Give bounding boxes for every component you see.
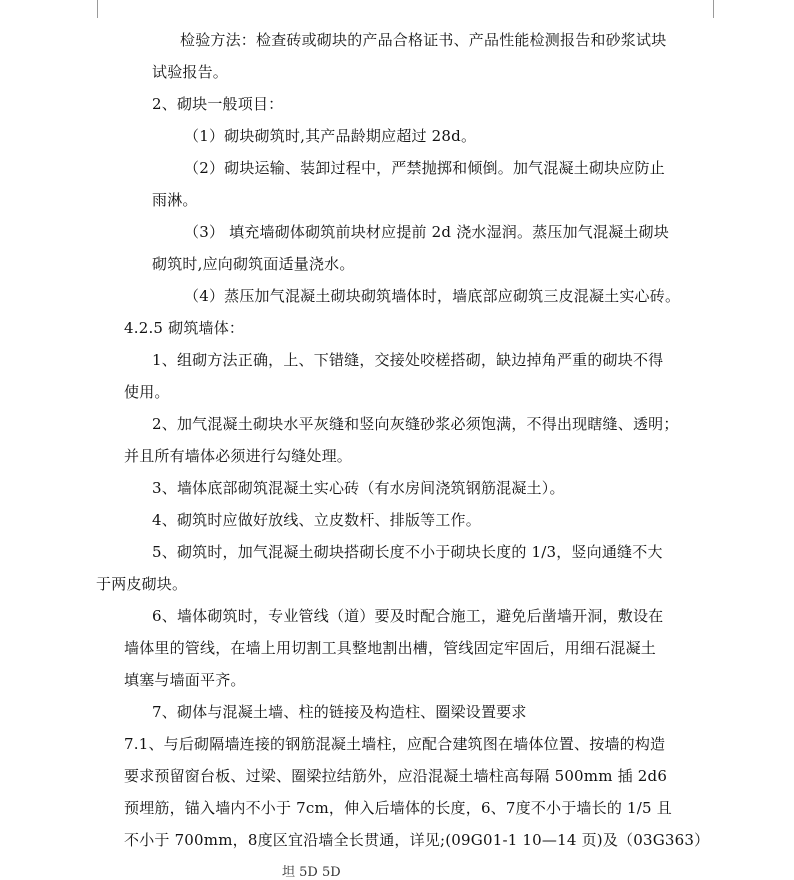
text-line: 试验报告。 [152, 63, 229, 81]
text-line: （4）蒸压加气混凝土砌块砌筑墙体时，墙底部应砌筑三皮混凝土实心砖。 [184, 287, 681, 305]
text-line: 4、砌筑时应做好放线、立皮数杆、排版等工作。 [152, 511, 481, 529]
text-line: 并且所有墙体必须进行勾缝处理。 [124, 447, 353, 465]
text-line: 不小于 700mm，8度区宜沿墙全长贯通，详见;(09G01-1 10—14 页)及（03G363） [124, 831, 710, 849]
text-line: 3、墙体底部砌筑混凝土实心砖（有水房间浇筑钢筋混凝土）。 [152, 479, 565, 497]
text-line: 要求预留窗台板、过梁、圈梁拉结筋外，应沿混凝土墙柱高每隔 500mm 插 2d6 [124, 767, 668, 785]
text-line: 墙体里的管线，在墙上用切割工具整地割出槽，管线固定牢固后，用细石混凝土 [124, 639, 657, 657]
text-line: 使用。 [124, 383, 170, 401]
text-line: 雨淋。 [152, 191, 198, 209]
text-line: 预埋筋，锚入墙内不小于 7cm，伸入后墙体的长度，6、7度不小于墙长的 1/5 且 [124, 799, 672, 817]
footer-fragment: 坦 5D 5D [282, 865, 341, 880]
text-line: 7.1、与后砌隔墙连接的钢筋混凝土墙柱，应配合建筑图在墙体位置、按墙的构造 [124, 735, 666, 753]
text-line: 2、砌块一般项目： [152, 95, 284, 113]
text-line: 5、砌筑时，加气混凝土砌块搭砌长度不小于砌块长度的 1/3，竖向通缝不大 [152, 543, 663, 561]
section-heading: 4.2.5 砌筑墙体： [124, 319, 245, 337]
text-line: 填塞与墙面平齐。 [124, 671, 246, 689]
text-line: 6、墙体砌筑时，专业管线（道）要及时配合施工，避免后凿墙开洞，敷设在 [152, 607, 664, 625]
text-line: 于两皮砌块。 [96, 575, 188, 593]
crop-mark-right [713, 0, 714, 18]
text-line: （2）砌块运输、装卸过程中，严禁抛掷和倾倒。加气混凝土砌块应防止 [184, 159, 665, 177]
text-line: （1）砌块砌筑时,其产品龄期应超过 28d。 [184, 127, 477, 145]
crop-mark-left [97, 0, 98, 18]
text-line: 砌筑时,应向砌筑面适量浇水。 [152, 255, 355, 273]
text-line: 检验方法：检查砖或砌块的产品合格证书、产品性能检测报告和砂浆试块 [180, 31, 667, 49]
text-line: 7、砌体与混凝土墙、柱的链接及构造柱、圈梁设置要求 [152, 703, 527, 721]
text-line: （3） 填充墙砌体砌筑前块材应提前 2d 浇水湿润。蒸压加气混凝土砌块 [184, 223, 669, 241]
text-line: 2、加气混凝土砌块水平灰缝和竖向灰缝砂浆必须饱满，不得出现瞎缝、透明； [152, 415, 679, 433]
text-line: 1、组砌方法正确，上、下错缝，交接处咬槎搭砌，缺边掉角严重的砌块不得 [152, 351, 664, 369]
